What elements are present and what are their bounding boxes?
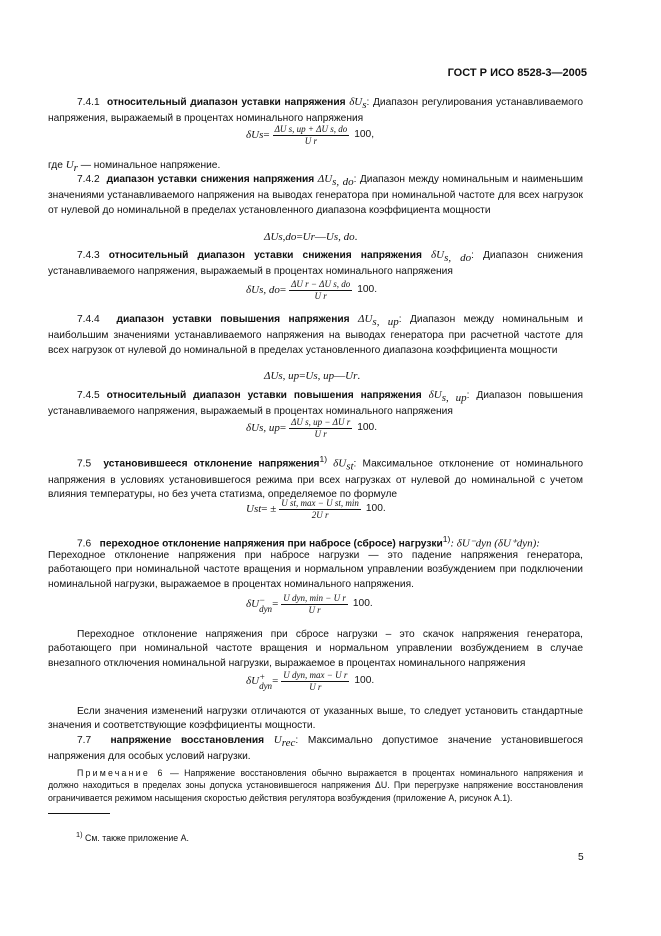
fraction: $\frac{\text{U st, max − U st, min}}{\text{2U r}}$ [281, 498, 359, 520]
fraction: $\frac{\text{ΔU s, up − ΔU r}}{\text{U r}}$ [291, 417, 351, 439]
formula-5: δU s, up = $\frac{\text{ΔU s, up − ΔU r}}{\text{U r}}$ 100. [246, 417, 378, 439]
section-7-7: 7.7 напряжение восстановления $U_{rec}$: Максимально допустимое значение установившегося напряжения для особых условий нагрузки. [48, 734, 583, 763]
section-7-5: 7.5 установившееся отклонение напряжения$^{1)}$ $\delta U_{st}$: Максимальное отклонение от номинального напряжения в условиях установившегося режима при всех нагрузках от нулевой до номинальной с учетом влияния температуры, но без учета статизма, определяемое по формуле [48, 454, 583, 501]
formula-8: δU + dyn = $\frac{\text{U dyn, max − U r}}{\text{U r}}$ 100. [246, 670, 375, 692]
section-7-6: 7.6 переходное отклонение напряжения при набросе (сбросе) нагрузки$^{1)}$: δU⁻dyn (δU⁺dyn): [77, 534, 540, 550]
footnote-divider [48, 813, 110, 814]
note-6: Примечание 6 — Напряжение восстановления обычно выражается в процентах номинального напряжения и должно находиться в пределах зоны допуска установившегося напряжения ΔU. При перегрузке напряжение восстановления ограничивается режимом насыщения скоростью действия регулятора возбуждения (приложение А, рисунок А.1). [48, 768, 584, 803]
paragraph-7-6-c: Если значения изменений нагрузки отличаются от указанных выше, то следует установить стандартные значения и соответствующие коэффициенты мощности. [48, 706, 583, 732]
formula-4: ΔU s, up = U s, up — U r . [264, 370, 361, 382]
formula-2: ΔU s,do = U r — U s, do . [264, 231, 358, 243]
section-7-4-3: 7.4.3 относительный диапазон уставки снижения напряжения $\delta U_{s, do}$: Диапазон снижения устанавливаемого напряжения, выражаемый в процентах номинального напряжения [48, 249, 583, 278]
paragraph-7-6-b: Переходное отклонение напряжения при сбросе нагрузки – это скачок напряжения генератора, работающего при номинальной частоте вращения и нормальном управлении возбуждением в случае внезапного отключения номинальной нагрузки, выражаемое в процентах номинального напряжения [48, 629, 583, 669]
formula-6: U st = ± $\frac{\text{U st, max − U st, min}}{\text{2U r}}$ 100. [246, 498, 386, 520]
section-7-4-1: 7.4.1 относительный диапазон уставки напряжения $\delta U_s$: Диапазон регулирования устанавливаемого напряжения, выражаемый в процентах номинального напряжения [48, 96, 583, 125]
footnote-ref: 1) [319, 454, 328, 464]
note-label: Примечание 6 [77, 768, 165, 778]
fraction: $\frac{\text{U dyn, max − U r}}{\text{U r}}$ [283, 670, 348, 692]
where-line: где $U_r$ — номинальное напряжение. [48, 159, 221, 175]
section-7-4-5: 7.4.5 относительный диапазон уставки повышения напряжения $\delta U_{s, up}$: Диапазон повышения устанавливаемого напряжения, выражаемый в процентах номинального напряжения [48, 389, 583, 418]
paragraph-7-6-a: Переходное отклонение напряжения при набросе нагрузки — это падение напряжения генератора, работающего при номинальной частоте вращения и нормальном управлении возбуждением при подключении номинальной нагрузки, выражаемое в процентах номинального напряжения. [48, 550, 583, 590]
page-number: 5 [578, 852, 584, 863]
page-header: ГОСТ Р ИСО 8528-3—2005 [447, 67, 587, 79]
section-7-4-2: 7.4.2 диапазон уставки снижения напряжения $\Delta U_{s, do}$: Диапазон между номинальным и наименьшим значениями устанавливаемого напряжения на выводах генератора при номинальной частоте для всех нагрузок от нулевой до номинальной в пределах установленного диапазона коэффициента мощности [48, 173, 583, 216]
formula-7: δU − dyn = $\frac{\text{U dyn, min − U r}}{\text{U r}}$ 100. [246, 593, 373, 615]
term: относительный диапазон уставки напряжения [106, 97, 346, 108]
formula-1: δU s = $\frac{\text{ΔU s, up + ΔU s, do}}{\text{U r}}$ 100, [246, 124, 375, 146]
fraction: $\frac{\text{U dyn, min − U r}}{\text{U r}}$ [283, 593, 346, 615]
footnote: $^{1)}$ См. также приложение А. [76, 830, 189, 843]
fraction: $\frac{\text{ΔU r − ΔU s, do}}{\text{U r}}$ [291, 279, 351, 301]
formula-3: δU s, do = $\frac{\text{ΔU r − ΔU s, do}}{\text{U r}}$ 100. [246, 279, 378, 301]
fraction: $\frac{\text{ΔU s, up + ΔU s, do}}{\text{U r}}$ [274, 124, 348, 146]
section-7-4-4: 7.4.4 диапазон уставки повышения напряжения $\Delta U_{s, up}$: Диапазон между номинальным и наибольшим значениями устанавливаемого напряжения на выводах генератора при расчетной частоте для всех нагрузок от нулевой до номинальной в пределах установленного диапазона коэффициента мощности [48, 313, 583, 356]
